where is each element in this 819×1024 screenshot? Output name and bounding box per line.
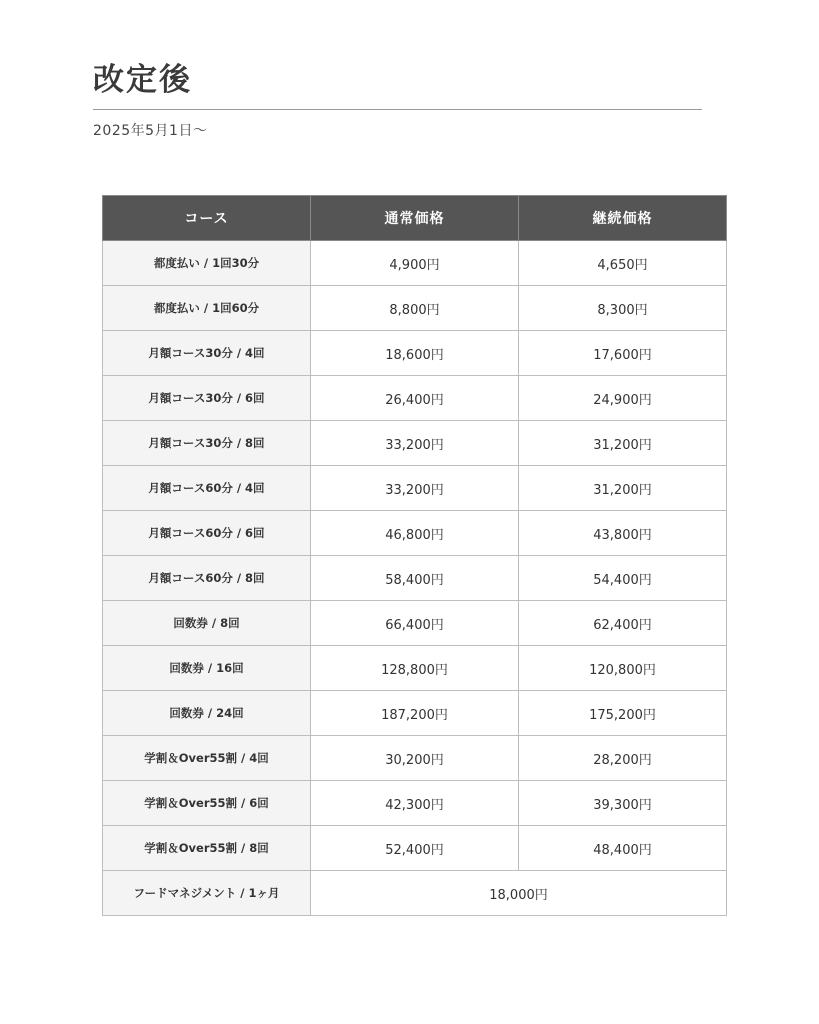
regular-price-cell: 187,200円 [311,691,519,736]
continuing-price-cell: 8,300円 [519,286,727,331]
continuing-price-cell: 175,200円 [519,691,727,736]
table-row [103,556,727,601]
course-cell: 回数券 / 24回 [103,691,311,736]
price-table [102,195,727,916]
continuing-price-cell: 31,200円 [519,421,727,466]
course-cell: 月額コース30分 / 8回 [103,421,311,466]
course-cell: 学割＆Over55割 / 8回 [103,826,311,871]
regular-price-cell: 33,200円 [311,466,519,511]
table-row [103,601,727,646]
regular-price-cell: 4,900円 [311,241,519,286]
continuing-price-cell: 39,300円 [519,781,727,826]
continuing-price-cell: 24,900円 [519,376,727,421]
table-row [103,331,727,376]
regular-price-cell: 42,300円 [311,781,519,826]
course-cell: 月額コース60分 / 4回 [103,466,311,511]
regular-price-cell: 66,400円 [311,601,519,646]
course-cell: 回数券 / 8回 [103,601,311,646]
continuing-price-cell: 54,400円 [519,556,727,601]
course-cell: 回数券 / 16回 [103,646,311,691]
continuing-price-cell: 62,400円 [519,601,727,646]
regular-price-cell: 26,400円 [311,376,519,421]
table-row [103,781,727,826]
continuing-price-cell: 120,800円 [519,646,727,691]
continuing-price-cell: 4,650円 [519,241,727,286]
continuing-price-cell: 31,200円 [519,466,727,511]
header-regular-price: 通常価格 [311,196,519,241]
food-management-price-cell: 18,000円 [311,871,727,916]
header-course: コース [103,196,311,241]
page-title: 改定後 [93,62,192,98]
title-divider [93,109,702,110]
continuing-price-cell: 43,800円 [519,511,727,556]
table-row [103,376,727,421]
table-row [103,286,727,331]
table-row [103,511,727,556]
continuing-price-cell: 28,200円 [519,736,727,781]
table-row [103,826,727,871]
table-row [103,646,727,691]
table-body [103,241,727,916]
table-row [103,691,727,736]
continuing-price-cell: 17,600円 [519,331,727,376]
table-row [103,421,727,466]
table-header-row [103,196,727,241]
course-cell: 月額コース30分 / 6回 [103,376,311,421]
regular-price-cell: 30,200円 [311,736,519,781]
table-row [103,736,727,781]
regular-price-cell: 46,800円 [311,511,519,556]
effective-date: 2025年5月1日～ [93,123,208,139]
course-cell: 都度払い / 1回60分 [103,286,311,331]
regular-price-cell: 128,800円 [311,646,519,691]
regular-price-cell: 58,400円 [311,556,519,601]
regular-price-cell: 52,400円 [311,826,519,871]
course-cell: 月額コース60分 / 6回 [103,511,311,556]
regular-price-cell: 18,600円 [311,331,519,376]
course-cell: 月額コース30分 / 4回 [103,331,311,376]
regular-price-cell: 33,200円 [311,421,519,466]
table-row [103,466,727,511]
course-cell: フードマネジメント / 1ヶ月 [103,871,311,916]
table-footer-row [103,871,727,916]
course-cell: 都度払い / 1回30分 [103,241,311,286]
header-continuing-price: 継続価格 [519,196,727,241]
table-row [103,241,727,286]
continuing-price-cell: 48,400円 [519,826,727,871]
course-cell: 学割＆Over55割 / 4回 [103,736,311,781]
course-cell: 月額コース60分 / 8回 [103,556,311,601]
regular-price-cell: 8,800円 [311,286,519,331]
course-cell: 学割＆Over55割 / 6回 [103,781,311,826]
